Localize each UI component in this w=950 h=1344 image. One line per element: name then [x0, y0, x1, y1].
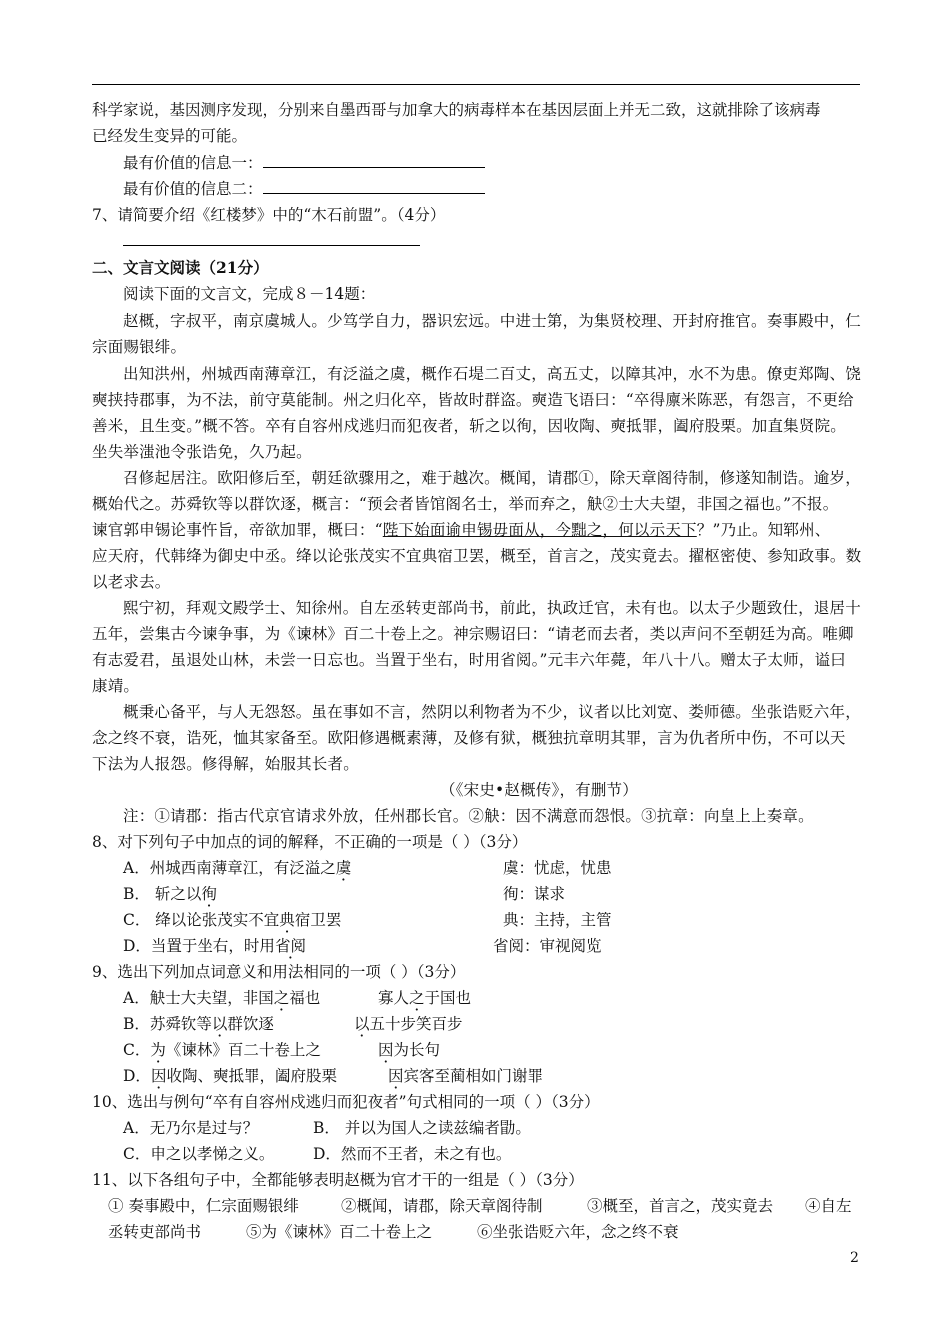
info-label: 最有价值的信息一：	[123, 154, 263, 172]
dotted-word: 之	[409, 989, 425, 1007]
choice-6: ⑥坐张诰贬六年，念之终不衰	[477, 1223, 679, 1241]
option-a: A．觖士大夫望，非国之福也	[123, 989, 321, 1007]
option-a: A．无乃尔是过与？	[123, 1119, 259, 1137]
dotted-word: 省阅	[274, 937, 306, 955]
passage-line: 熙宁初，拜观文殿学士、知徐州。自左丞转吏部尚书，前此，执政迁官，未有也。以太子少题致仕，退居十	[123, 599, 861, 617]
passage-line: 念之终不衰，诰死，恤其家备至。欧阳修遇概素薄，及修有狱，概独抗章明其罪，言为仇者所中伤，不可以天	[92, 729, 846, 747]
option-b: B． 斩之以徇	[123, 885, 217, 903]
passage-line: 出知洪州，州城西南薄章江，有泛溢之虞，概作石堤二百丈，高五丈，以障其冲，水不为患。僚吏郑陶、饶	[123, 365, 861, 383]
dotted-word: 因	[388, 1067, 404, 1085]
option-d-explanation: 省阅：审视阅览	[493, 937, 602, 955]
question-10: 10、选出与例句“卒有自容州戍逃归而犯夜者”句式相同的一项（ ）（3分）	[92, 1093, 600, 1111]
option-b: B． 并以为国人之读兹编者勖。	[313, 1119, 531, 1137]
passage-source: （《宋史•赵概传》，有删节）	[440, 781, 638, 799]
answer-blank[interactable]	[263, 179, 485, 194]
passage-line: 五年，尝集古今谏争事，为《谏林》百二十卷上之。神宗赐诏曰：“请老而去者，类以声问不至朝廷为高。唯卿	[92, 625, 854, 643]
option-c: C．为《谏林》百二十卷上之	[123, 1041, 321, 1059]
option-c-compare: 因为长句	[378, 1041, 441, 1059]
option-b-explanation: 徇：谋求	[503, 885, 566, 903]
option-c: C． 绛以论张茂实不宜典宿卫罢	[123, 911, 342, 929]
choice-2: ②概闻，请郡，除天章阁待制	[341, 1197, 543, 1215]
underlined-sentence: 陛下始面谕申锡毋面从，今黜之，何以示天下	[382, 521, 697, 539]
dotted-word: 为	[150, 1041, 166, 1059]
option-a-compare: 寡人之于国也	[378, 989, 472, 1007]
dotted-word: 因	[150, 1067, 167, 1085]
passage-line: 宗面赐银绯。	[92, 338, 187, 356]
passage-line: 善米，且生变。”概不答。卒有自容州戍逃归而犯夜者，斩之以徇，因收陶、奭抵罪，阖府股栗。加直集贤院。	[92, 417, 846, 435]
info-label: 最有价值的信息二：	[123, 180, 263, 198]
dotted-word: 虞	[335, 859, 352, 877]
passage-line: 坐失举滍池令张诰免，久乃起。	[92, 443, 312, 461]
section-title: 二、文言文阅读（21分）	[92, 258, 269, 277]
option-b: B．苏舜钦等以群饮逐	[123, 1015, 274, 1033]
passage-line: 康靖。	[92, 677, 140, 695]
choice-3: ③概至，首言之，茂实竟去	[587, 1197, 774, 1215]
passage-line: 概始代之。苏舜钦等以群饮逐，概言：“预会者皆馆阁名士，举而弃之，觖②士大夫望，非国之福也。”不报。	[92, 495, 839, 513]
passage-text: ？”乃止。知郓州、	[696, 521, 831, 539]
text-line: 已经发生变异的可能。	[92, 127, 248, 145]
passage-line	[92, 520, 830, 540]
passage-line: 应天府，代韩绛为御史中丞。绛以论张茂实不宜典宿卫罢，概至，首言之，茂实竟去。擢枢密使、参知政事。数	[92, 547, 862, 565]
dotted-word: 之	[273, 989, 290, 1007]
dotted-word: 因	[378, 1041, 394, 1059]
answer-blank[interactable]	[263, 153, 485, 168]
page-number: 2	[850, 1250, 859, 1266]
choice-4: ④自左	[805, 1197, 852, 1215]
option-d-compare: 因宾客至蔺相如门谢罪	[388, 1067, 544, 1085]
question-11: 11、以下各组句子中，全都能够表明赵概为官才干的一组是（ ）（3分）	[92, 1171, 584, 1189]
section-intro: 阅读下面的文言文，完成８－14题：	[123, 285, 376, 303]
passage-line: 召修起居注。欧阳修后至，朝廷欲骤用之，难于越次。概闻，请郡①，除天章阁待制，修遂知制诰。逾岁，	[123, 469, 861, 487]
question-8: 8、对下列句子中加点的词的解释，不正确的一项是（ ）（3分）	[92, 833, 528, 851]
passage-text: 谏官郭申锡论事忤旨，帝欲加罪，概曰：“	[92, 521, 383, 539]
option-c: C．申之以孝悌之义。	[123, 1145, 275, 1163]
passage-line: 下法为人报怨。修得解，始服其长者。	[92, 755, 359, 773]
passage-line: 以老求去。	[92, 573, 171, 591]
passage-line: 赵概，字叔平，南京虞城人。少笃学自力，器识宏远。中进士第，为集贤校理、开封府推官。奏事殿中，仁	[123, 312, 861, 330]
option-a: A．州城西南薄章江，有泛溢之虞	[123, 859, 352, 877]
option-d: D．因收陶、奭抵罪，阖府股栗	[123, 1067, 337, 1085]
option-b-compare: 以五十步笑百步	[354, 1015, 463, 1033]
header-rule	[92, 84, 860, 85]
passage-line: 有志爱君，虽退处山林，未尝一日忘也。当置于坐右，时用省阅。”元丰六年薨，年八十八。赠太子太师，谥曰	[92, 651, 846, 669]
dotted-word: 徇	[201, 885, 217, 903]
choice-4-cont: 丞转吏部尚书	[108, 1223, 202, 1241]
passage-line: 概秉心备平，与人无怨怒。虽在事如不言，然阴以利物者为不少，议者以比刘宽、娄师德。坐张诰贬六年，	[123, 703, 861, 721]
option-a-explanation: 虞：忧虑，忧患	[503, 859, 612, 877]
dotted-word: 以	[211, 1015, 228, 1033]
question-9: 9、选出下列加点词意义和用法相同的一项（ ）（3分）	[92, 963, 466, 981]
text-line: 科学家说，基因测序发现，分别来自墨西哥与加拿大的病毒样本在基因层面上并无二致，这就排除了该病毒	[92, 101, 821, 119]
dotted-word: 以	[354, 1015, 370, 1033]
question-7: 7、请简要介绍《红楼梦》中的“木石前盟”。（4分）	[92, 206, 446, 224]
passage-note: 注：①请郡：指古代京官请求外放，任州郡长官。②觖：因不满意而怨恨。③抗章：向皇上上奏章。	[123, 807, 814, 825]
option-d: D．当置于坐右，时用省阅	[123, 937, 306, 955]
dotted-word: 典	[279, 911, 295, 929]
option-d: D．然而不王者，未之有也。	[313, 1145, 512, 1163]
answer-blank[interactable]	[123, 231, 420, 246]
option-c-explanation: 典：主持，主管	[503, 911, 612, 929]
info-line-2	[123, 179, 485, 199]
choice-1: ① 奏事殿中，仁宗面赐银绯	[108, 1197, 299, 1215]
info-line-1	[123, 153, 485, 173]
passage-line: 奭挟持郡事，为不法，前守莫能制。州之归化卒，皆故时群盗。奭造飞语曰：“卒得廪米陈恶，有怨言，不更给	[92, 391, 854, 409]
choice-5: ⑤为《谏林》百二十卷上之	[246, 1223, 433, 1241]
